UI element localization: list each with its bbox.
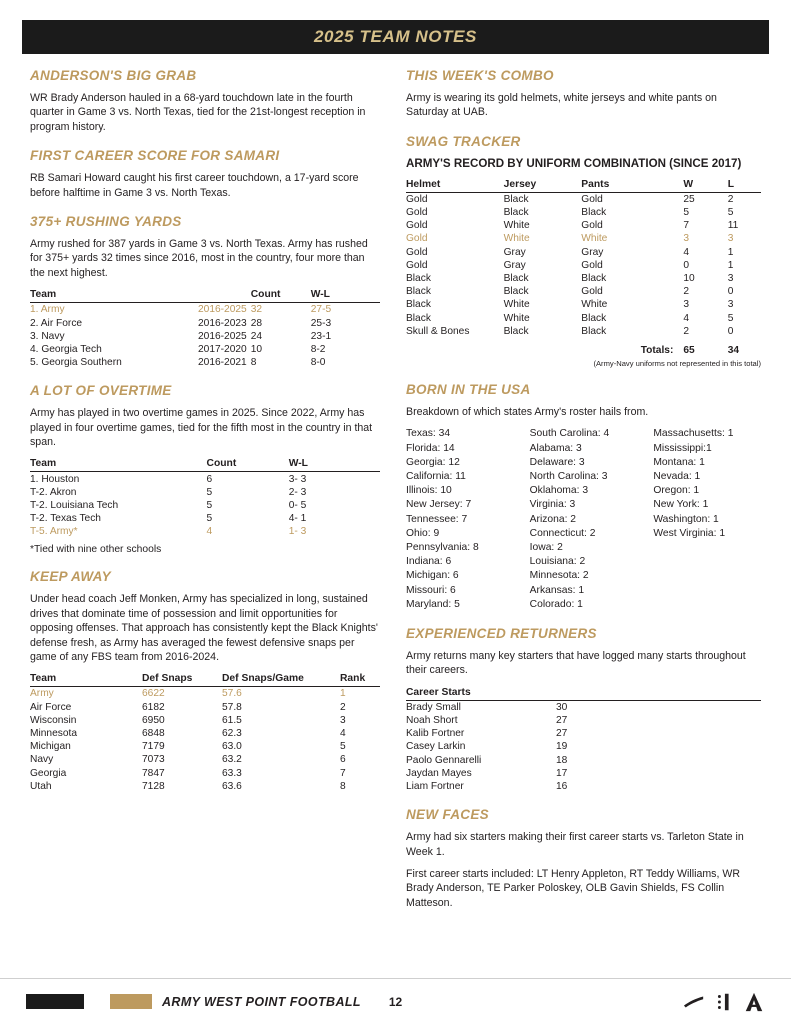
cell-rank: 3 xyxy=(340,714,346,726)
table-row xyxy=(30,316,380,329)
cell-snaps-per-game: 63.6 xyxy=(222,780,242,792)
table-row xyxy=(30,687,380,701)
table-row xyxy=(30,343,380,356)
cell-team: 1. Army xyxy=(30,304,65,316)
state-item: Texas: 34 xyxy=(406,428,451,440)
cell-wl: 1- 3 xyxy=(288,526,307,538)
cell-pants: Black xyxy=(581,312,607,324)
cell-count: 4 xyxy=(206,526,213,538)
cell-helmet: Black xyxy=(406,299,431,311)
defensive-snaps-table xyxy=(30,672,380,793)
cell-team: 1. Houston xyxy=(30,473,80,485)
col-team: Team xyxy=(30,672,142,687)
cell-snaps-per-game: 63.3 xyxy=(222,767,242,779)
table-row xyxy=(406,259,761,272)
cell-player-name: Noah Short xyxy=(406,715,458,727)
cell-starts: 30 xyxy=(556,701,568,713)
cell-wl: 2- 3 xyxy=(288,486,307,498)
cell-starts: 16 xyxy=(556,781,568,793)
col-count: Count xyxy=(207,457,289,472)
col-rank: Rank xyxy=(340,672,380,687)
state-item: Oregon: 1 xyxy=(653,485,700,497)
cell-jersey: Black xyxy=(503,325,529,337)
cell-pants: Gold xyxy=(581,259,603,271)
cell-count: 5 xyxy=(206,486,213,498)
cell-losses: 5 xyxy=(727,207,734,219)
col-starts-value xyxy=(556,686,761,701)
cell-helmet: Gold xyxy=(406,233,428,245)
cell-wl: 27-5 xyxy=(310,304,332,316)
cell-wl: 25-3 xyxy=(310,317,332,329)
col-career-starts: Career Starts xyxy=(406,686,556,701)
section-heading-keep-away: KEEP AWAY xyxy=(30,569,111,585)
table-row xyxy=(406,192,761,206)
state-item: Nevada: 1 xyxy=(653,470,701,482)
state-item: Massachusetts: 1 xyxy=(653,428,734,440)
cell-count: 8 xyxy=(250,357,257,369)
cell-snaps: 6622 xyxy=(142,688,165,700)
table-row xyxy=(30,330,380,343)
table-row xyxy=(30,356,380,369)
table-header-row xyxy=(406,686,761,701)
cell-totals-label: Totals: xyxy=(640,344,674,356)
cell-jersey: Gray xyxy=(503,246,526,258)
cell-jersey: White xyxy=(503,312,530,324)
cell-count: 10 xyxy=(250,343,263,355)
cell-team: Air Force xyxy=(30,701,72,713)
cell-starts: 18 xyxy=(556,754,568,766)
table-row xyxy=(406,312,761,325)
table-row xyxy=(406,246,761,259)
state-item: Oklahoma: 3 xyxy=(529,485,589,497)
state-item: Arizona: 2 xyxy=(529,513,577,525)
cell-losses: 1 xyxy=(727,246,734,258)
table-row xyxy=(30,486,380,499)
cell-pants: Gold xyxy=(581,286,603,298)
cell-player-name: Paolo Gennarelli xyxy=(406,754,482,766)
cell-wins: 2 xyxy=(683,286,690,298)
col-years xyxy=(198,288,251,303)
cell-years: 2016-2025 xyxy=(198,330,247,342)
cell-jersey: White xyxy=(503,299,530,311)
uniform-record-subheading: ARMY'S RECORD BY UNIFORM COMBINATION (SINCE 2017) xyxy=(406,156,742,170)
table-row xyxy=(406,714,761,727)
cell-team: Army xyxy=(30,688,54,700)
state-item: Maryland: 5 xyxy=(406,598,460,610)
states-breakdown xyxy=(406,427,761,612)
cell-pants: Gray xyxy=(581,246,604,258)
state-item: Michigan: 6 xyxy=(406,570,459,582)
state-item: New Jersey: 7 xyxy=(406,499,472,511)
col-wl: W-L xyxy=(289,457,380,472)
cell-team: 5. Georgia Southern xyxy=(30,357,122,369)
cell-years: 2016-2025 xyxy=(198,304,247,316)
col-helmet: Helmet xyxy=(406,178,504,193)
cell-wins: 0 xyxy=(683,259,690,271)
section-heading-this-weeks-combo: THIS WEEK'S COMBO xyxy=(406,68,554,83)
cell-jersey: White xyxy=(503,220,530,232)
section-heading-first-career-score: FIRST CAREER SCORE FOR SAMARI xyxy=(30,148,280,164)
table-row xyxy=(30,753,380,766)
cell-wins: 10 xyxy=(683,273,695,285)
state-item: Virginia: 3 xyxy=(529,499,576,511)
state-item: Missouri: 6 xyxy=(406,584,456,596)
section-heading-andersons-big-grab: ANDERSON'S BIG GRAB xyxy=(30,68,197,83)
page-footer xyxy=(0,978,791,1024)
cell-team: 2. Air Force xyxy=(30,317,83,329)
cell-snaps-per-game: 63.0 xyxy=(222,741,242,753)
col-team: Team xyxy=(30,457,207,472)
cell-team: 3. Navy xyxy=(30,330,65,342)
section-body-andersons-big-grab: WR Brady Anderson hauled in a 68-yard touchdown late in the fourth quarter in Game 3 vs. North Texas, tied for the 21st-longest reception in program history. xyxy=(30,92,366,133)
cell-snaps-per-game: 57.6 xyxy=(222,688,242,700)
state-item: Montana: 1 xyxy=(653,456,705,468)
cell-player-name: Kalib Fortner xyxy=(406,728,465,740)
cell-helmet: Gold xyxy=(406,259,428,271)
cell-rank: 5 xyxy=(340,741,346,753)
cell-losses: 11 xyxy=(727,220,739,232)
state-item: Tennessee: 7 xyxy=(406,513,468,525)
cell-player-name: Brady Small xyxy=(406,701,461,713)
cell-rank: 2 xyxy=(340,701,346,713)
table-row xyxy=(30,512,380,525)
cell-losses: 3 xyxy=(727,273,734,285)
cell-wins: 4 xyxy=(683,312,690,324)
state-item: Illinois: 10 xyxy=(406,485,452,497)
table-row xyxy=(406,727,761,740)
cell-losses: 3 xyxy=(727,233,734,245)
table-header-row xyxy=(30,288,380,303)
cell-starts: 17 xyxy=(556,767,568,779)
table-row xyxy=(30,780,380,793)
table-row xyxy=(406,206,761,219)
states-column-1 xyxy=(406,427,514,612)
page-number: 12 xyxy=(388,994,403,1009)
cell-player-name: Casey Larkin xyxy=(406,741,466,753)
cell-wins: 5 xyxy=(683,207,690,219)
state-item: South Carolina: 4 xyxy=(529,428,610,440)
state-item: Connecticut: 2 xyxy=(529,527,596,539)
col-count: Count xyxy=(251,288,311,303)
page-title: 2025 TEAM NOTES xyxy=(314,27,477,46)
two-column-layout xyxy=(22,68,769,918)
cell-totals-losses: 34 xyxy=(727,344,740,356)
cell-snaps: 6848 xyxy=(142,728,165,740)
table-header-row xyxy=(30,672,380,687)
state-item: Delaware: 3 xyxy=(529,456,585,468)
state-item: Mississippi:1 xyxy=(653,442,712,454)
cell-rank: 8 xyxy=(340,780,346,792)
cell-losses: 1 xyxy=(727,259,734,271)
table-row xyxy=(406,232,761,245)
states-column-2 xyxy=(530,427,638,612)
cell-wl: 4- 1 xyxy=(288,513,307,525)
table-row xyxy=(406,325,761,338)
section-body-375-rushing-yards: Army rushed for 387 yards in Game 3 vs. North Texas. Army has rushed for 375+ yards 32 times since 2016, most in the country, four more than the next highest. xyxy=(30,238,368,279)
state-item: West Virginia: 1 xyxy=(653,527,726,539)
cell-team: T-5. Army* xyxy=(30,526,78,538)
table-row xyxy=(406,780,761,793)
table-row xyxy=(30,499,380,512)
section-body-first-career-score: RB Samari Howard caught his first career touchdown, a 17-yard score before halftime in Game 3 vs. North Texas. xyxy=(30,172,359,199)
cell-team: Navy xyxy=(30,754,54,766)
cell-pants: Black xyxy=(581,207,607,219)
table-row xyxy=(30,727,380,740)
cell-jersey: White xyxy=(503,233,530,245)
col-jersey: Jersey xyxy=(504,178,582,193)
page-header-bar xyxy=(22,20,769,54)
cell-rank: 4 xyxy=(340,728,346,740)
cell-jersey: Gray xyxy=(503,259,526,271)
cell-wins: 4 xyxy=(683,246,690,258)
overtime-footnote: *Tied with nine other schools xyxy=(30,544,162,556)
state-item: Indiana: 6 xyxy=(406,556,452,568)
table-row xyxy=(406,754,761,767)
cell-losses: 0 xyxy=(727,286,734,298)
states-column-3 xyxy=(653,427,761,612)
state-item: Alabama: 3 xyxy=(529,442,582,454)
col-def-snaps: Def Snaps xyxy=(142,672,222,687)
table-row xyxy=(30,472,380,486)
table-row xyxy=(406,219,761,232)
cell-rank: 7 xyxy=(340,767,346,779)
cell-count: 5 xyxy=(206,499,213,511)
cell-team: T-2. Louisiana Tech xyxy=(30,499,119,511)
cell-wl: 3- 3 xyxy=(288,473,307,485)
state-item: Louisiana: 2 xyxy=(529,556,586,568)
cell-count: 5 xyxy=(206,513,213,525)
state-item: Minnesota: 2 xyxy=(529,570,589,582)
section-body-keep-away: Under head coach Jeff Monken, Army has specialized in long, sustained drives that dominate time of possession and limit opportunities for opposing offenses. That approach has consistently kept the Black Knights' defense fresh, as Army has averaged the fewest defensive snaps per game of any FBS team from 2016-2024. xyxy=(30,593,378,663)
cell-snaps: 7128 xyxy=(142,780,165,792)
cell-snaps-per-game: 63.2 xyxy=(222,754,242,766)
cell-years: 2016-2023 xyxy=(198,317,247,329)
table-row xyxy=(406,740,761,753)
table-totals-row xyxy=(406,338,761,357)
cell-wins: 7 xyxy=(683,220,690,232)
table-row xyxy=(30,701,380,714)
table-row xyxy=(30,303,380,317)
table-row xyxy=(30,740,380,753)
table-row xyxy=(30,714,380,727)
state-item: Florida: 14 xyxy=(406,442,455,454)
cell-losses: 0 xyxy=(727,325,734,337)
cell-wl: 8-2 xyxy=(310,343,326,355)
cell-count: 24 xyxy=(250,330,263,342)
cell-snaps-per-game: 57.8 xyxy=(222,701,242,713)
table-row xyxy=(406,298,761,311)
cell-count: 28 xyxy=(250,317,263,329)
cell-wl: 23-1 xyxy=(310,330,332,342)
table-row xyxy=(406,767,761,780)
section-heading-born-in-the-usa: BORN IN THE USA xyxy=(406,381,531,397)
cell-years: 2016-2021 xyxy=(198,357,247,369)
cell-jersey: Black xyxy=(503,273,529,285)
col-def-snaps-per-game: Def Snaps/Game xyxy=(222,672,340,687)
cell-player-name: Liam Fortner xyxy=(406,781,464,793)
table-row xyxy=(30,525,380,538)
cell-helmet: Gold xyxy=(406,220,428,232)
state-item: California: 11 xyxy=(406,470,466,482)
right-column xyxy=(406,68,761,918)
footer-title: ARMY WEST POINT FOOTBALL xyxy=(162,994,361,1009)
cell-team: Georgia xyxy=(30,767,67,779)
cell-jersey: Black xyxy=(503,286,529,298)
section-body-new-faces-1: Army had six starters making their first career starts vs. Tarleton State in Week 1. xyxy=(406,831,744,858)
section-body-this-weeks-combo: Army is wearing its gold helmets, white jerseys and white pants on Saturday at UAB. xyxy=(406,92,717,119)
cell-snaps-per-game: 61.5 xyxy=(222,714,242,726)
table-row xyxy=(406,272,761,285)
col-team: Team xyxy=(30,288,198,303)
cell-starts: 27 xyxy=(556,728,568,740)
section-heading-swag-tracker: SWAG TRACKER xyxy=(406,133,521,149)
cell-starts: 27 xyxy=(556,715,568,727)
cell-player-name: Jaydan Mayes xyxy=(406,767,472,779)
cell-helmet: Black xyxy=(406,273,431,285)
cell-losses: 2 xyxy=(727,193,734,205)
cell-pants: White xyxy=(581,233,608,245)
col-wl: W-L xyxy=(311,288,380,303)
state-item: Colorado: 1 xyxy=(529,598,583,610)
cell-team: Wisconsin xyxy=(30,714,77,726)
table-header-row xyxy=(406,178,761,193)
table-row xyxy=(406,285,761,298)
cell-wl: 8-0 xyxy=(310,357,326,369)
state-item: Iowa: 2 xyxy=(529,542,563,553)
section-body-new-faces-2: First career starts included: LT Henry Appleton, RT Teddy Williams, WR Brady Anderson, TE Parker Poloskey, OLB Gavin Shields, FS Collin Matteson. xyxy=(406,867,741,909)
cell-losses: 5 xyxy=(727,312,734,324)
cell-pants: Black xyxy=(581,325,607,337)
cell-wins: 2 xyxy=(683,325,690,337)
cell-team: 4. Georgia Tech xyxy=(30,343,102,355)
cell-rank: 1 xyxy=(340,688,346,700)
cell-snaps: 7073 xyxy=(142,754,165,766)
cell-team: Minnesota xyxy=(30,728,78,740)
table-row xyxy=(406,700,761,714)
cell-pants: Gold xyxy=(581,220,603,232)
uniform-table-note: (Army-Navy uniforms not represented in this total) xyxy=(593,358,761,368)
section-heading-experienced-returners: EXPERIENCED RETURNERS xyxy=(406,626,597,642)
cell-team: T-2. Akron xyxy=(30,486,77,498)
cell-count: 32 xyxy=(250,304,263,316)
col-losses: L xyxy=(728,178,761,193)
state-item: Arkansas: 1 xyxy=(529,584,585,596)
col-pants: Pants xyxy=(581,178,683,193)
section-heading-a-lot-of-overtime: A LOT OF OVERTIME xyxy=(30,383,172,399)
cell-totals-wins: 65 xyxy=(683,344,695,356)
cell-helmet: Black xyxy=(406,312,431,324)
cell-losses: 3 xyxy=(727,299,734,311)
cell-team: Utah xyxy=(30,780,52,792)
cell-team: Michigan xyxy=(30,741,71,753)
cell-helmet: Gold xyxy=(406,193,428,205)
rushing-yards-table xyxy=(30,288,380,369)
cell-pants: Black xyxy=(581,273,607,285)
cell-wl: 0- 5 xyxy=(288,499,307,511)
cell-helmet: Gold xyxy=(406,207,428,219)
cell-count: 6 xyxy=(206,473,213,485)
cell-wins: 25 xyxy=(683,193,695,205)
cell-helmet: Gold xyxy=(406,246,428,258)
state-item: Pennsylvania: 8 xyxy=(406,542,479,553)
cell-team: T-2. Texas Tech xyxy=(30,513,101,525)
cell-years: 2017-2020 xyxy=(198,343,247,355)
cell-jersey: Black xyxy=(503,207,529,219)
section-body-experienced-returners: Army returns many key starters that have logged many starts throughout their careers. xyxy=(406,650,746,677)
cell-rank: 6 xyxy=(340,754,346,766)
cell-snaps-per-game: 62.3 xyxy=(222,728,242,740)
col-wins: W xyxy=(683,178,727,193)
cell-wins: 3 xyxy=(683,299,690,311)
left-column xyxy=(30,68,380,918)
state-item: Ohio: 9 xyxy=(406,527,440,539)
overtime-table xyxy=(30,457,380,538)
section-body-a-lot-of-overtime: Army has played in two overtime games in 2025. Since 2022, Army has played in four overtime games, tied for the fifth most in the country in that span. xyxy=(30,407,373,448)
cell-snaps: 7847 xyxy=(142,767,165,779)
cell-starts: 19 xyxy=(556,741,568,753)
state-item: Georgia: 12 xyxy=(406,456,460,468)
state-item: New York: 1 xyxy=(653,499,709,511)
cell-pants: White xyxy=(581,299,608,311)
career-starts-table xyxy=(406,686,761,793)
cell-pants: Gold xyxy=(581,193,603,205)
cell-snaps: 7179 xyxy=(142,741,165,753)
state-item: Washington: 1 xyxy=(653,513,719,525)
cell-helmet: Skull & Bones xyxy=(406,325,470,337)
cell-snaps: 6950 xyxy=(142,714,165,726)
table-row xyxy=(30,767,380,780)
state-item: North Carolina: 3 xyxy=(529,470,608,482)
uniform-combination-table xyxy=(406,178,761,357)
cell-helmet: Black xyxy=(406,286,431,298)
cell-snaps: 6182 xyxy=(142,701,165,713)
cell-wins: 3 xyxy=(683,233,690,245)
section-heading-375-rushing-yards: 375+ RUSHING YARDS xyxy=(30,214,182,230)
cell-jersey: Black xyxy=(503,193,529,205)
section-heading-new-faces: NEW FACES xyxy=(406,807,489,823)
section-body-born-in-the-usa: Breakdown of which states Army's roster hails from. xyxy=(406,405,649,418)
table-header-row xyxy=(30,457,380,472)
